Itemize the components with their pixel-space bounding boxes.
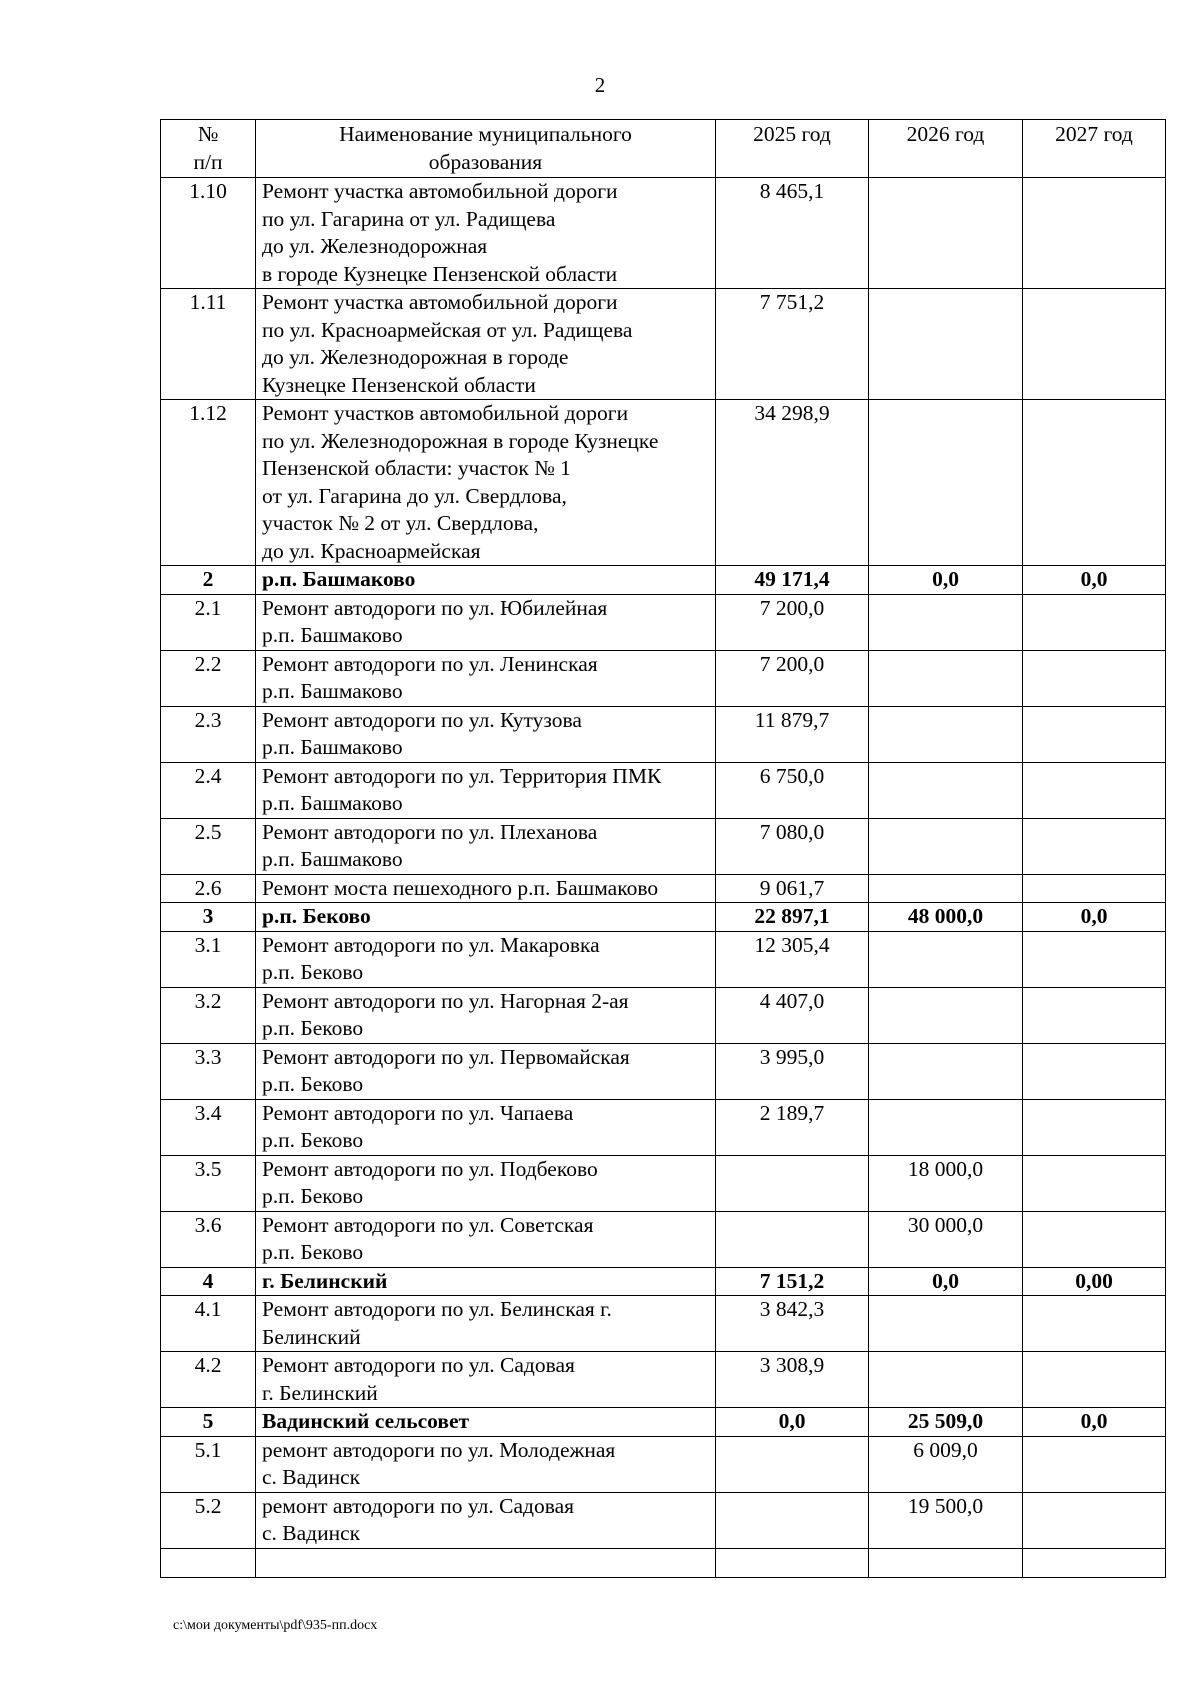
row-number: 1.12 bbox=[161, 400, 256, 566]
row-number: 4.1 bbox=[161, 1296, 256, 1352]
value-2025 bbox=[716, 1211, 869, 1267]
table-row bbox=[161, 762, 1166, 818]
row-number: 1.10 bbox=[161, 178, 256, 289]
row-name: Ремонт автодороги по ул. Чапаева р.п. Беково bbox=[256, 1099, 716, 1155]
header-2026: 2026 год bbox=[869, 120, 1023, 178]
value-2027: 0,00 bbox=[1023, 1267, 1166, 1296]
value-2027 bbox=[1023, 400, 1166, 566]
row-name: Ремонт автодороги по ул. Ленинская р.п. Башмаково bbox=[256, 650, 716, 706]
value-2026: 48 000,0 bbox=[869, 903, 1023, 932]
value-2027 bbox=[1023, 289, 1166, 400]
table-group-row bbox=[161, 903, 1166, 932]
row-name: Ремонт автодороги по ул. Садовая г. Белинский bbox=[256, 1352, 716, 1408]
row-number: 3.1 bbox=[161, 931, 256, 987]
value-2025: 9 061,7 bbox=[716, 874, 869, 903]
empty-cell bbox=[869, 1548, 1023, 1577]
header-2025: 2025 год bbox=[716, 120, 869, 178]
value-2027 bbox=[1023, 874, 1166, 903]
value-2027 bbox=[1023, 178, 1166, 289]
row-name: Ремонт автодороги по ул. Подбеково р.п. Беково bbox=[256, 1155, 716, 1211]
row-number: 1.11 bbox=[161, 289, 256, 400]
row-number: 4 bbox=[161, 1267, 256, 1296]
value-2025: 22 897,1 bbox=[716, 903, 869, 932]
row-name: ремонт автодороги по ул. Молодежная с. Вадинск bbox=[256, 1436, 716, 1492]
row-number: 3.3 bbox=[161, 1043, 256, 1099]
value-2027: 0,0 bbox=[1023, 903, 1166, 932]
value-2027 bbox=[1023, 594, 1166, 650]
row-number: 2.6 bbox=[161, 874, 256, 903]
value-2025: 7 200,0 bbox=[716, 594, 869, 650]
value-2027 bbox=[1023, 987, 1166, 1043]
value-2027 bbox=[1023, 1099, 1166, 1155]
row-number: 3.6 bbox=[161, 1211, 256, 1267]
value-2026 bbox=[869, 594, 1023, 650]
value-2026: 0,0 bbox=[869, 1267, 1023, 1296]
value-2026: 18 000,0 bbox=[869, 1155, 1023, 1211]
row-number: 2.2 bbox=[161, 650, 256, 706]
value-2025: 6 750,0 bbox=[716, 762, 869, 818]
row-number: 4.2 bbox=[161, 1352, 256, 1408]
table-row bbox=[161, 818, 1166, 874]
row-name: Ремонт автодороги по ул. Белинская г. Белинский bbox=[256, 1296, 716, 1352]
table-row bbox=[161, 1492, 1166, 1548]
value-2026 bbox=[869, 1043, 1023, 1099]
table-row bbox=[161, 178, 1166, 289]
value-2027 bbox=[1023, 1155, 1166, 1211]
value-2027 bbox=[1023, 706, 1166, 762]
empty-cell bbox=[1023, 1548, 1166, 1577]
value-2026 bbox=[869, 987, 1023, 1043]
value-2027 bbox=[1023, 762, 1166, 818]
value-2025: 4 407,0 bbox=[716, 987, 869, 1043]
value-2026: 0,0 bbox=[869, 566, 1023, 595]
row-name: Ремонт автодороги по ул. Территория ПМК р.п. Башмаково bbox=[256, 762, 716, 818]
table-group-row bbox=[161, 1408, 1166, 1437]
row-name: Ремонт автодороги по ул. Юбилейная р.п. Башмаково bbox=[256, 594, 716, 650]
value-2026 bbox=[869, 1296, 1023, 1352]
value-2026 bbox=[869, 762, 1023, 818]
value-2027: 0,0 bbox=[1023, 566, 1166, 595]
row-name: ремонт автодороги по ул. Садовая с. Вадинск bbox=[256, 1492, 716, 1548]
table-row bbox=[161, 931, 1166, 987]
table-group-row bbox=[161, 566, 1166, 595]
value-2026 bbox=[869, 400, 1023, 566]
value-2025 bbox=[716, 1492, 869, 1548]
value-2026 bbox=[869, 874, 1023, 903]
value-2026: 30 000,0 bbox=[869, 1211, 1023, 1267]
table-row bbox=[161, 650, 1166, 706]
row-number: 3 bbox=[161, 903, 256, 932]
value-2026: 6 009,0 bbox=[869, 1436, 1023, 1492]
row-number: 2.4 bbox=[161, 762, 256, 818]
header-num: № п/п bbox=[161, 120, 256, 178]
row-number: 2.5 bbox=[161, 818, 256, 874]
table-row bbox=[161, 706, 1166, 762]
value-2025: 34 298,9 bbox=[716, 400, 869, 566]
row-name: Ремонт моста пешеходного р.п. Башмаково bbox=[256, 874, 716, 903]
table-row bbox=[161, 1043, 1166, 1099]
budget-table bbox=[160, 119, 1166, 1578]
row-name: Ремонт автодороги по ул. Плеханова р.п. Башмаково bbox=[256, 818, 716, 874]
value-2025 bbox=[716, 1436, 869, 1492]
table-row bbox=[161, 874, 1166, 903]
value-2026 bbox=[869, 1352, 1023, 1408]
table-empty-row bbox=[161, 1548, 1166, 1577]
row-name: Ремонт участка автомобильной дороги по ул. Гагарина от ул. Радищева до ул. Железнодорожная в городе Кузнецке Пензенской области bbox=[256, 178, 716, 289]
page-number: 2 bbox=[594, 73, 606, 97]
table-header-row bbox=[161, 120, 1166, 178]
row-number: 5.1 bbox=[161, 1436, 256, 1492]
value-2026 bbox=[869, 706, 1023, 762]
value-2025: 11 879,7 bbox=[716, 706, 869, 762]
value-2025: 7 200,0 bbox=[716, 650, 869, 706]
footer-file-path: c:\мои документы\pdf\935-пп.docx bbox=[173, 1618, 378, 1633]
row-number: 2.3 bbox=[161, 706, 256, 762]
value-2025: 2 189,7 bbox=[716, 1099, 869, 1155]
value-2027 bbox=[1023, 1492, 1166, 1548]
value-2027 bbox=[1023, 650, 1166, 706]
empty-cell bbox=[256, 1548, 716, 1577]
value-2026 bbox=[869, 178, 1023, 289]
row-number: 3.4 bbox=[161, 1099, 256, 1155]
row-name: Ремонт автодороги по ул. Нагорная 2-ая р.п. Беково bbox=[256, 987, 716, 1043]
table-row bbox=[161, 1436, 1166, 1492]
value-2026 bbox=[869, 289, 1023, 400]
table-group-row bbox=[161, 1267, 1166, 1296]
value-2025: 3 308,9 bbox=[716, 1352, 869, 1408]
row-number: 2.1 bbox=[161, 594, 256, 650]
value-2025: 49 171,4 bbox=[716, 566, 869, 595]
value-2027 bbox=[1023, 1211, 1166, 1267]
row-name: Ремонт автодороги по ул. Первомайская р.п. Беково bbox=[256, 1043, 716, 1099]
row-number: 5.2 bbox=[161, 1492, 256, 1548]
value-2025: 7 080,0 bbox=[716, 818, 869, 874]
value-2025 bbox=[716, 1155, 869, 1211]
row-number: 3.2 bbox=[161, 987, 256, 1043]
value-2026: 19 500,0 bbox=[869, 1492, 1023, 1548]
value-2027 bbox=[1023, 1043, 1166, 1099]
value-2025: 3 995,0 bbox=[716, 1043, 869, 1099]
header-2027: 2027 год bbox=[1023, 120, 1166, 178]
value-2025: 8 465,1 bbox=[716, 178, 869, 289]
row-number: 2 bbox=[161, 566, 256, 595]
table-row bbox=[161, 1352, 1166, 1408]
value-2026 bbox=[869, 931, 1023, 987]
value-2026: 25 509,0 bbox=[869, 1408, 1023, 1437]
value-2027: 0,0 bbox=[1023, 1408, 1166, 1437]
value-2026 bbox=[869, 650, 1023, 706]
value-2025: 7 751,2 bbox=[716, 289, 869, 400]
value-2025: 7 151,2 bbox=[716, 1267, 869, 1296]
row-name: Ремонт участка автомобильной дороги по ул. Красноармейская от ул. Радищева до ул. Железнодорожная в городе Кузнецке Пензенской области bbox=[256, 289, 716, 400]
table-row bbox=[161, 1155, 1166, 1211]
table-row bbox=[161, 289, 1166, 400]
table-row bbox=[161, 1296, 1166, 1352]
table-row bbox=[161, 1211, 1166, 1267]
empty-cell bbox=[161, 1548, 256, 1577]
row-name: Вадинский сельсовет bbox=[256, 1408, 716, 1437]
empty-cell bbox=[716, 1548, 869, 1577]
row-name: Ремонт автодороги по ул. Советская р.п. Беково bbox=[256, 1211, 716, 1267]
value-2027 bbox=[1023, 818, 1166, 874]
row-name: г. Белинский bbox=[256, 1267, 716, 1296]
value-2027 bbox=[1023, 1436, 1166, 1492]
value-2027 bbox=[1023, 1296, 1166, 1352]
value-2025: 3 842,3 bbox=[716, 1296, 869, 1352]
row-name: Ремонт автодороги по ул. Макаровка р.п. Беково bbox=[256, 931, 716, 987]
value-2027 bbox=[1023, 1352, 1166, 1408]
row-number: 3.5 bbox=[161, 1155, 256, 1211]
row-name: Ремонт участков автомобильной дороги по ул. Железнодорожная в городе Кузнецке Пензенской области: участок № 1 от ул. Гагарина до ул. Свердлова, участок № 2 от ул. Свердлова, до ул. Красноармейская bbox=[256, 400, 716, 566]
value-2025: 0,0 bbox=[716, 1408, 869, 1437]
table-row bbox=[161, 594, 1166, 650]
value-2027 bbox=[1023, 931, 1166, 987]
value-2026 bbox=[869, 1099, 1023, 1155]
table-row bbox=[161, 400, 1166, 566]
value-2025: 12 305,4 bbox=[716, 931, 869, 987]
row-name: Ремонт автодороги по ул. Кутузова р.п. Башмаково bbox=[256, 706, 716, 762]
row-number: 5 bbox=[161, 1408, 256, 1437]
table-row bbox=[161, 987, 1166, 1043]
header-name: Наименование муниципального образования bbox=[256, 120, 716, 178]
table-row bbox=[161, 1099, 1166, 1155]
row-name: р.п. Беково bbox=[256, 903, 716, 932]
row-name: р.п. Башмаково bbox=[256, 566, 716, 595]
value-2026 bbox=[869, 818, 1023, 874]
